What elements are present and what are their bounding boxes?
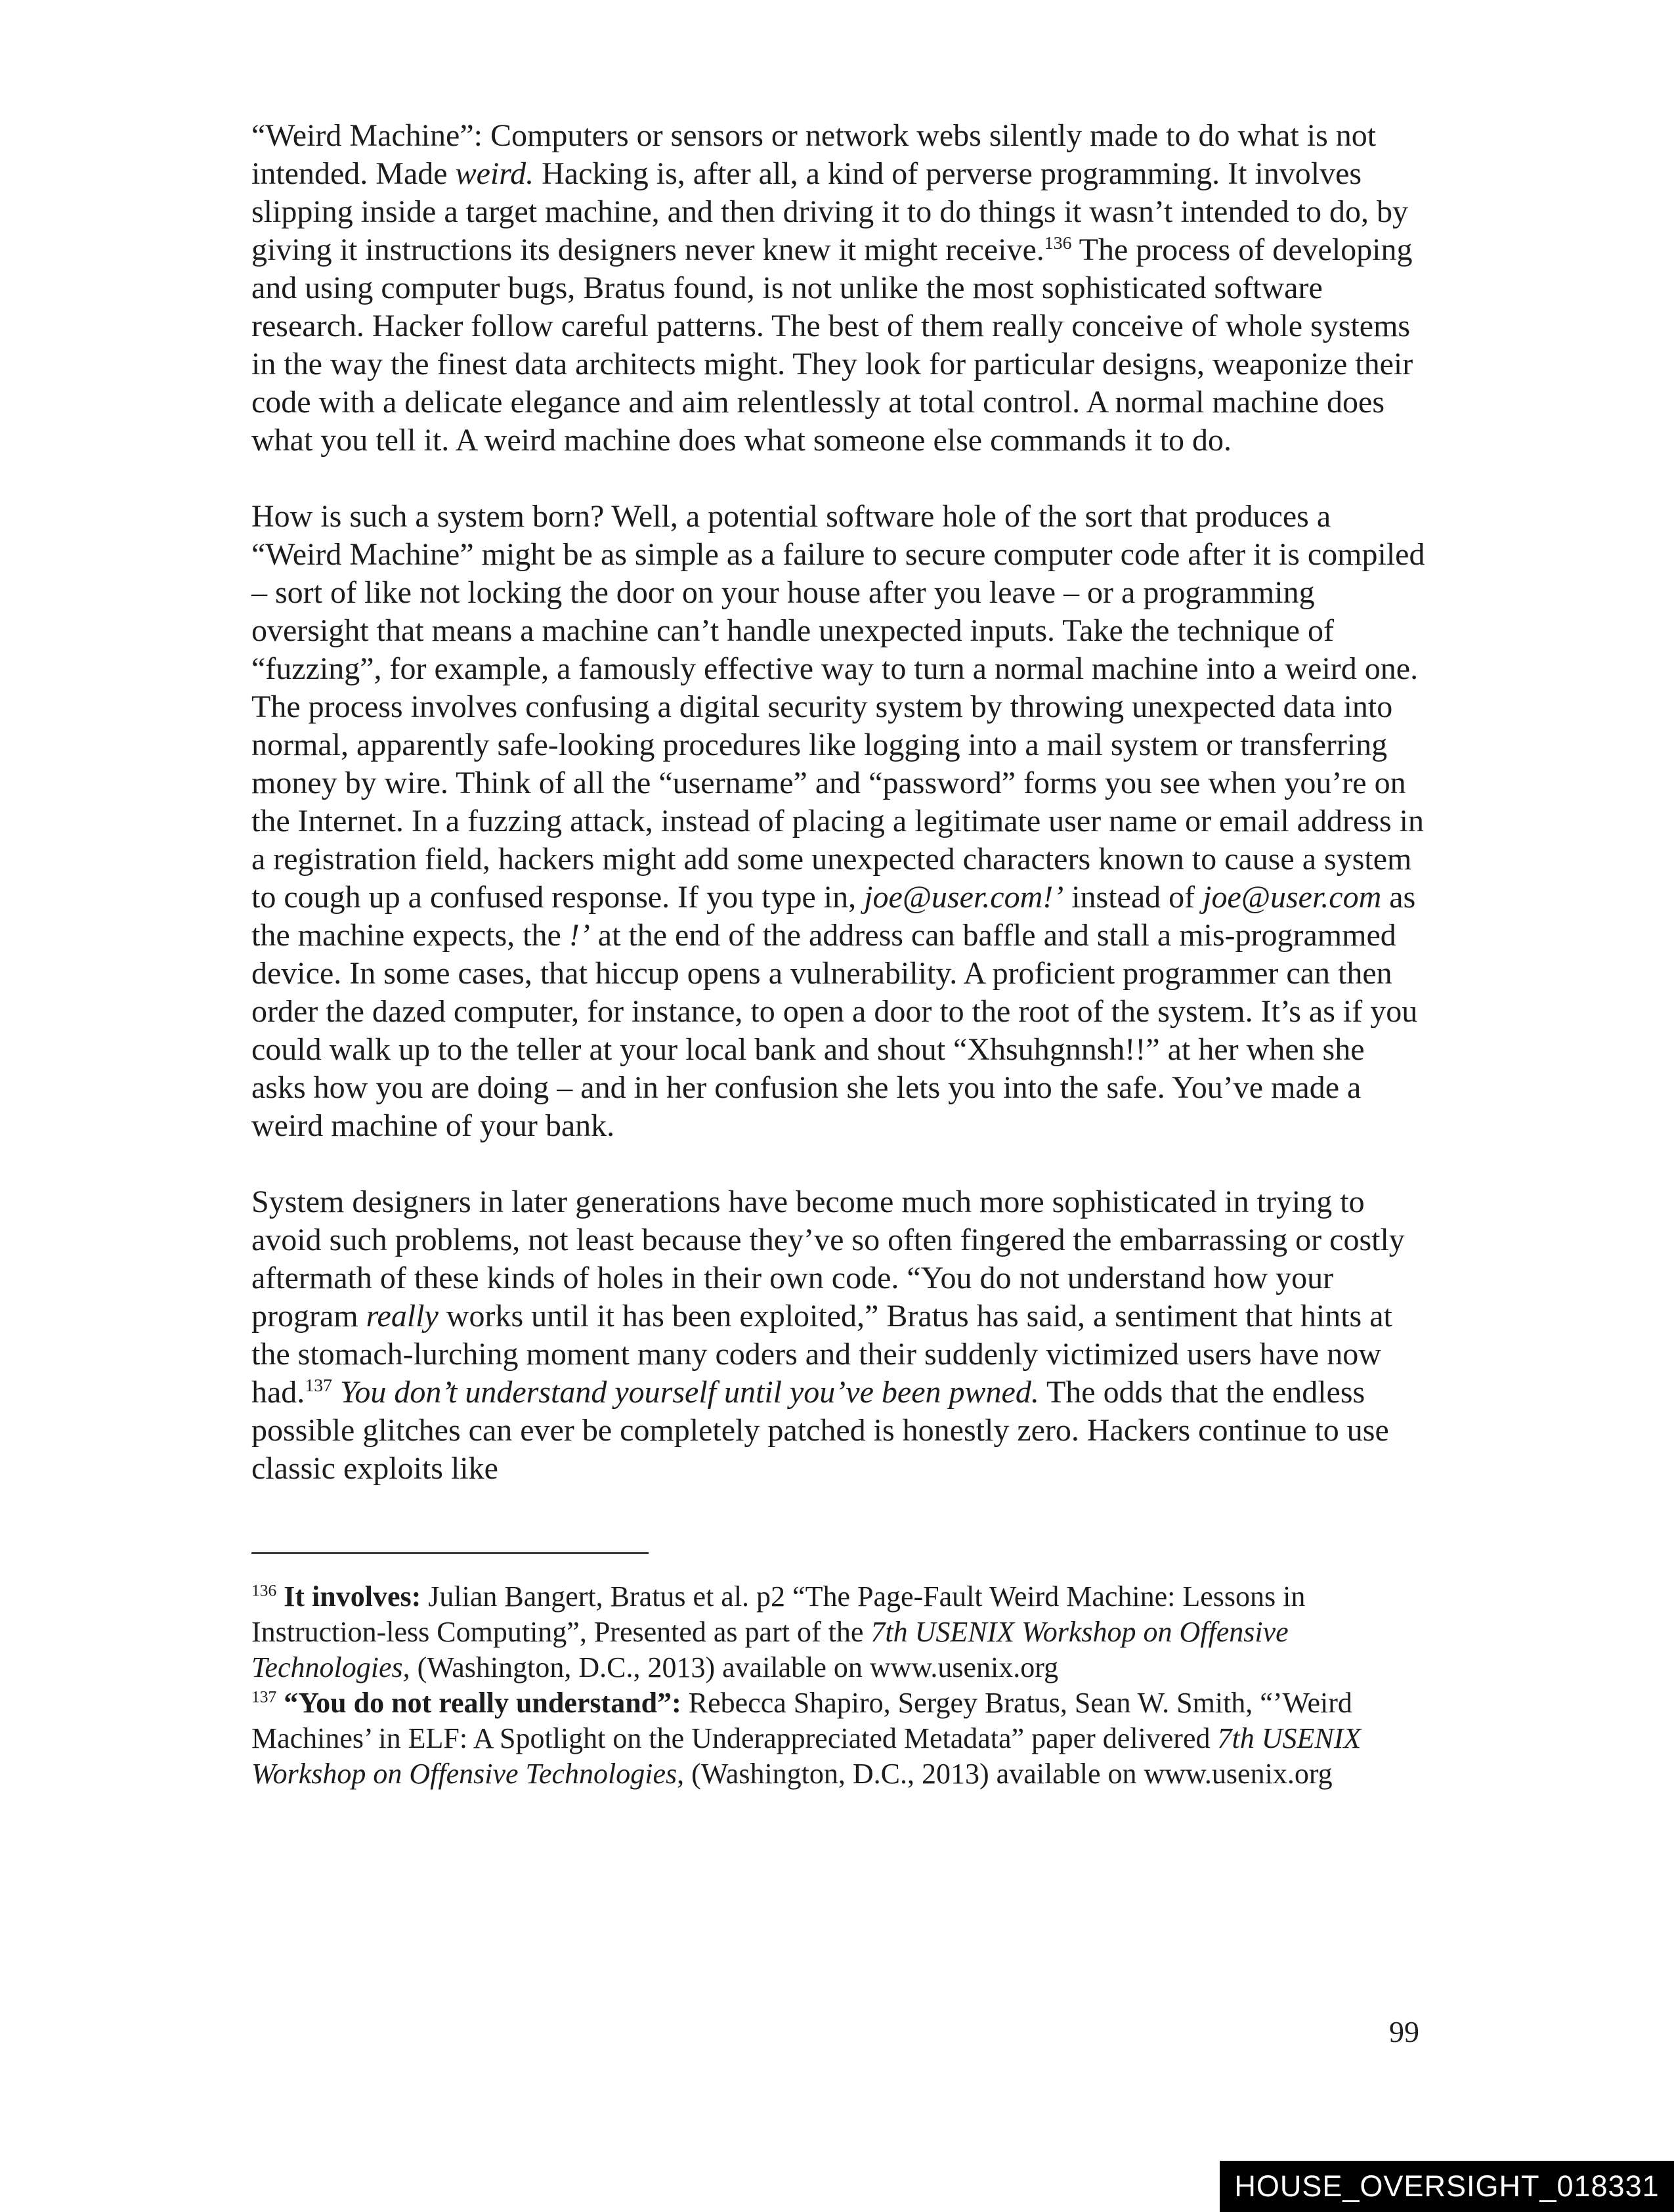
text-run: “Weird Machine”: Computers or sensors or network webs silently made to do what is not intended. Made — [251, 118, 1377, 191]
bates-stamp — [1220, 2161, 1674, 2212]
footnotes — [251, 1579, 1427, 1792]
bates-stamp-text: HOUSE_OVERSIGHT_018331 — [1234, 2169, 1660, 2203]
footnote — [251, 1685, 1427, 1792]
footnote — [251, 1579, 1427, 1685]
paragraph — [251, 117, 1427, 460]
text-run: weird. — [455, 156, 534, 191]
text-run: 7th USENIX Workshop on Offensive Technologies — [251, 1722, 1362, 1790]
text-run: 136 — [251, 1580, 277, 1600]
text-run: 137 — [251, 1687, 277, 1706]
text-run — [276, 1580, 284, 1613]
text-run: really — [366, 1299, 439, 1334]
text-run: 136 — [1044, 233, 1072, 253]
text-run: , (Washington, D.C., 2013) available on www.usenix.org — [677, 1758, 1333, 1790]
text-run — [332, 1375, 340, 1410]
text-run: Rebecca Shapiro, Sergey Bratus, Sean W. Smith, “’Weird Machines’ in ELF: A Spotlight on the Underappreciated Metadata” paper delivered — [251, 1687, 1352, 1754]
text-run: You don’t understand yourself until you’ve been pwned. — [340, 1375, 1039, 1410]
text-run: “You do not really understand”: — [284, 1687, 681, 1719]
paragraph — [251, 1183, 1427, 1488]
footnote-separator — [251, 1552, 649, 1554]
text-run: 7th USENIX Workshop on Offensive Technologies — [251, 1616, 1289, 1683]
text-run: It involves: — [284, 1580, 421, 1613]
text-run: 137 — [305, 1376, 333, 1396]
text-run: joe@user.com — [1203, 880, 1382, 915]
text-run: joe@user.com!’ — [864, 880, 1064, 915]
text-run: Hacking is, after all, a kind of perverse programming. It involves slipping inside a target machine, and then driving it to do things it wasn’t intended to do, by giving it instructions its designers never knew it might receive. — [251, 156, 1408, 267]
text-run: works until it has been exploited,” Bratus has said, a sentiment that hints at the stomach-lurching moment many coders and their suddenly victimized users have now had. — [251, 1299, 1392, 1410]
text-run: at the end of the address can baffle and stall a mis-programmed device. In some cases, that hiccup opens a vulnerability. A proficient programmer can then order the dazed computer, for instance, to open a door to the root of the system. It’s as if you could walk up to the teller at your local bank and shout “Xhsuhgnnsh!!” at her when she asks how you are doing – and in her confusion she lets you into the safe. You’ve made a weird machine of your bank. — [251, 918, 1418, 1143]
page-number: 99 — [1389, 2015, 1419, 2049]
text-run: , (Washington, D.C., 2013) available on www.usenix.org — [402, 1651, 1059, 1683]
text-run: instead of — [1063, 880, 1203, 915]
text-run: How is such a system born? Well, a potential software hole of the sort that produces a “Weird Machine” might be as simple as a failure to secure computer code after it is compiled – sort of like not locking the door on your house after you leave – or a programming oversight that means a machine can’t handle unexpected inputs. Take the technique of “fuzzing”, for example, a famously effective way to turn a normal machine into a weird one. The process involves confusing a digital security system by throwing unexpected data into normal, apparently safe-looking procedures like logging into a mail system or transferring money by wire. Think of all the “username” and “password” forms you see when you’re on the Internet. In a fuzzing attack, instead of placing a legitimate user name or email address in a registration field, hackers might add some unexpected characters known to cause a system to cough up a confused response. If you type in, — [251, 499, 1425, 915]
text-run: as the machine expects, the — [251, 880, 1416, 953]
text-run — [276, 1687, 284, 1719]
page-content — [251, 117, 1427, 1792]
text-run: The odds that the endless possible glitches can ever be completely patched is honestly zero. Hackers continue to use classic exploits like — [251, 1375, 1389, 1486]
text-run: The process of developing and using computer bugs, Bratus found, is not unlike the most sophisticated software research. Hacker follow careful patterns. The best of them really conceive of whole systems in the way the finest data architects might. They look for particular designs, weaponize their code with a delicate elegance and aim relentlessly at total control. A normal machine does what you tell it. A weird machine does what someone else commands it to do. — [251, 232, 1413, 458]
text-run: System designers in later generations have become much more sophisticated in trying to avoid such problems, not least because they’ve so often fingered the embarrassing or costly aftermath of these kinds of holes in their own code. “You do not understand how your program — [251, 1184, 1405, 1334]
paragraph — [251, 498, 1427, 1145]
text-run: !’ — [569, 918, 590, 953]
text-run: Julian Bangert, Bratus et al. p2 “The Page-Fault Weird Machine: Lessons in Instruction-less Computing”, Presented as part of the — [251, 1580, 1306, 1648]
body-text — [251, 117, 1427, 1488]
